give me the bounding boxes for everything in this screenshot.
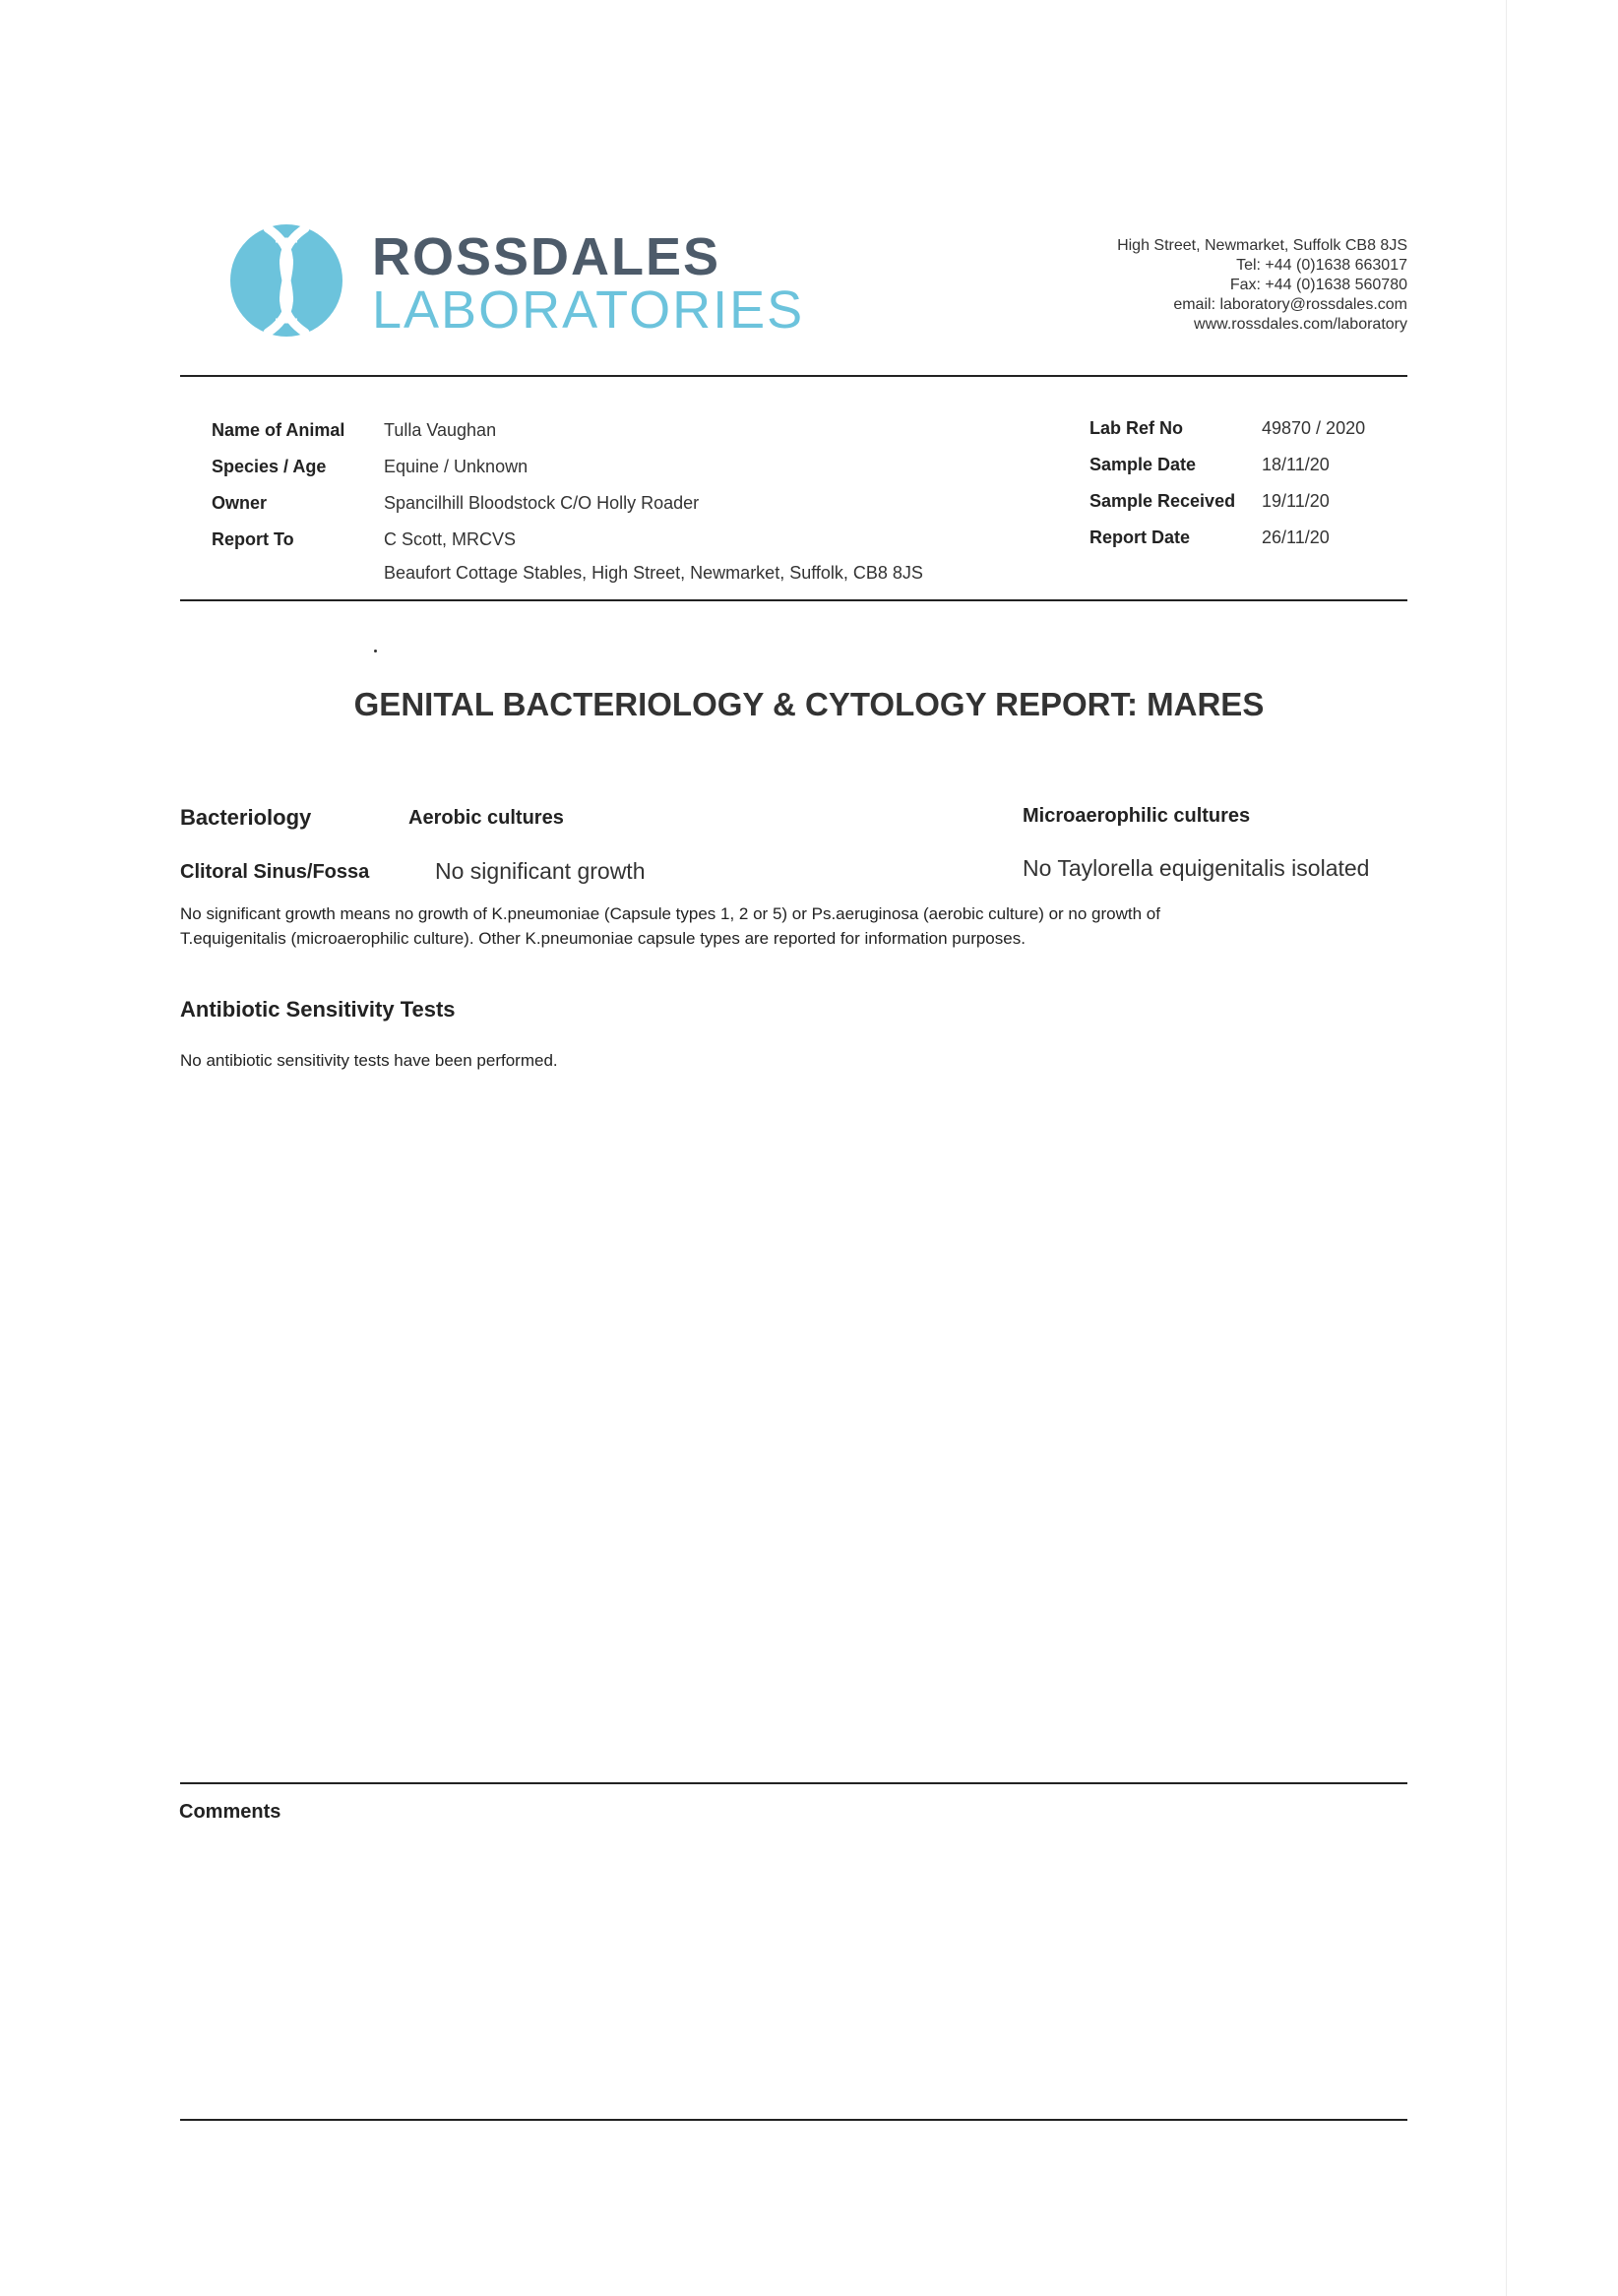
microaerophilic-cultures-label: Microaerophilic cultures xyxy=(1023,805,1251,827)
brand-subtitle: LABORATORIES xyxy=(372,280,805,340)
report-to-address: Beaufort Cottage Stables, High Street, Newmarket, Suffolk, CB8 8JS xyxy=(384,563,923,583)
microaerophilic-result: No Taylorella equigenitalis isolated xyxy=(1023,855,1370,881)
address-street: High Street, Newmarket, Suffolk CB8 8JS xyxy=(1117,237,1407,254)
bacteriology-heading: Bacteriology xyxy=(180,805,312,830)
owner-label: Owner xyxy=(212,493,268,513)
dna-helix-icon xyxy=(228,218,344,342)
report-date-value: 26/11/20 xyxy=(1262,527,1330,547)
animal-name: Tulla Vaughan xyxy=(384,420,497,440)
aerobic-result: No significant growth xyxy=(435,858,646,884)
report-title: GENITAL BACTERIOLOGY & CYTOLOGY REPORT: MARES xyxy=(353,686,1265,722)
address-web: www.rossdales.com/laboratory xyxy=(1194,316,1407,333)
report-date-label: Report Date xyxy=(1089,527,1191,547)
lab-ref-value: 49870 / 2020 xyxy=(1262,418,1366,438)
report-to-value: C Scott, MRCVS xyxy=(384,529,517,549)
comments-divider xyxy=(180,1782,1407,1784)
lab-ref-label: Lab Ref No xyxy=(1089,418,1184,438)
bacteriology-note xyxy=(180,901,1371,951)
antibiotic-text: No antibiotic sensitivity tests have been performed. xyxy=(180,1051,558,1070)
lab-address xyxy=(1117,236,1407,335)
info-divider xyxy=(180,599,1407,601)
sample-date-value: 18/11/20 xyxy=(1262,455,1330,474)
note-line-2: T.equigenitalis (microaerophilic culture). Other K.pneumoniae capsule types are reported for information purposes. xyxy=(180,929,1026,948)
sample-date-label: Sample Date xyxy=(1089,455,1197,474)
brand-name: ROSSDALES xyxy=(372,227,721,286)
address-email: email: laboratory@rossdales.com xyxy=(1173,296,1407,313)
sample-site: Clitoral Sinus/Fossa xyxy=(180,861,370,883)
report-to-label: Report To xyxy=(212,529,294,549)
header-divider xyxy=(180,375,1407,377)
sample-received-value: 19/11/20 xyxy=(1262,491,1330,511)
animal-name-label: Name of Animal xyxy=(212,420,345,440)
sample-received-label: Sample Received xyxy=(1089,491,1236,511)
footer-divider xyxy=(180,2119,1407,2121)
species-value: Equine / Unknown xyxy=(384,457,529,476)
page-edge xyxy=(1506,0,1507,2296)
antibiotic-heading: Antibiotic Sensitivity Tests xyxy=(180,997,456,1022)
owner-value: Spancilhill Bloodstock C/O Holly Roader xyxy=(384,493,700,513)
aerobic-cultures-label: Aerobic cultures xyxy=(408,807,564,829)
address-fax: Fax: +44 (0)1638 560780 xyxy=(1229,277,1407,293)
species-label: Species / Age xyxy=(212,457,327,476)
stray-dot xyxy=(374,650,377,652)
comments-heading: Comments xyxy=(179,1801,281,1823)
address-tel: Tel: +44 (0)1638 663017 xyxy=(1236,257,1407,274)
note-line-1: No significant growth means no growth of K.pneumoniae (Capsule types 1, 2 or 5) or Ps.aeruginosa (aerobic culture) or no growth of xyxy=(180,904,1160,923)
